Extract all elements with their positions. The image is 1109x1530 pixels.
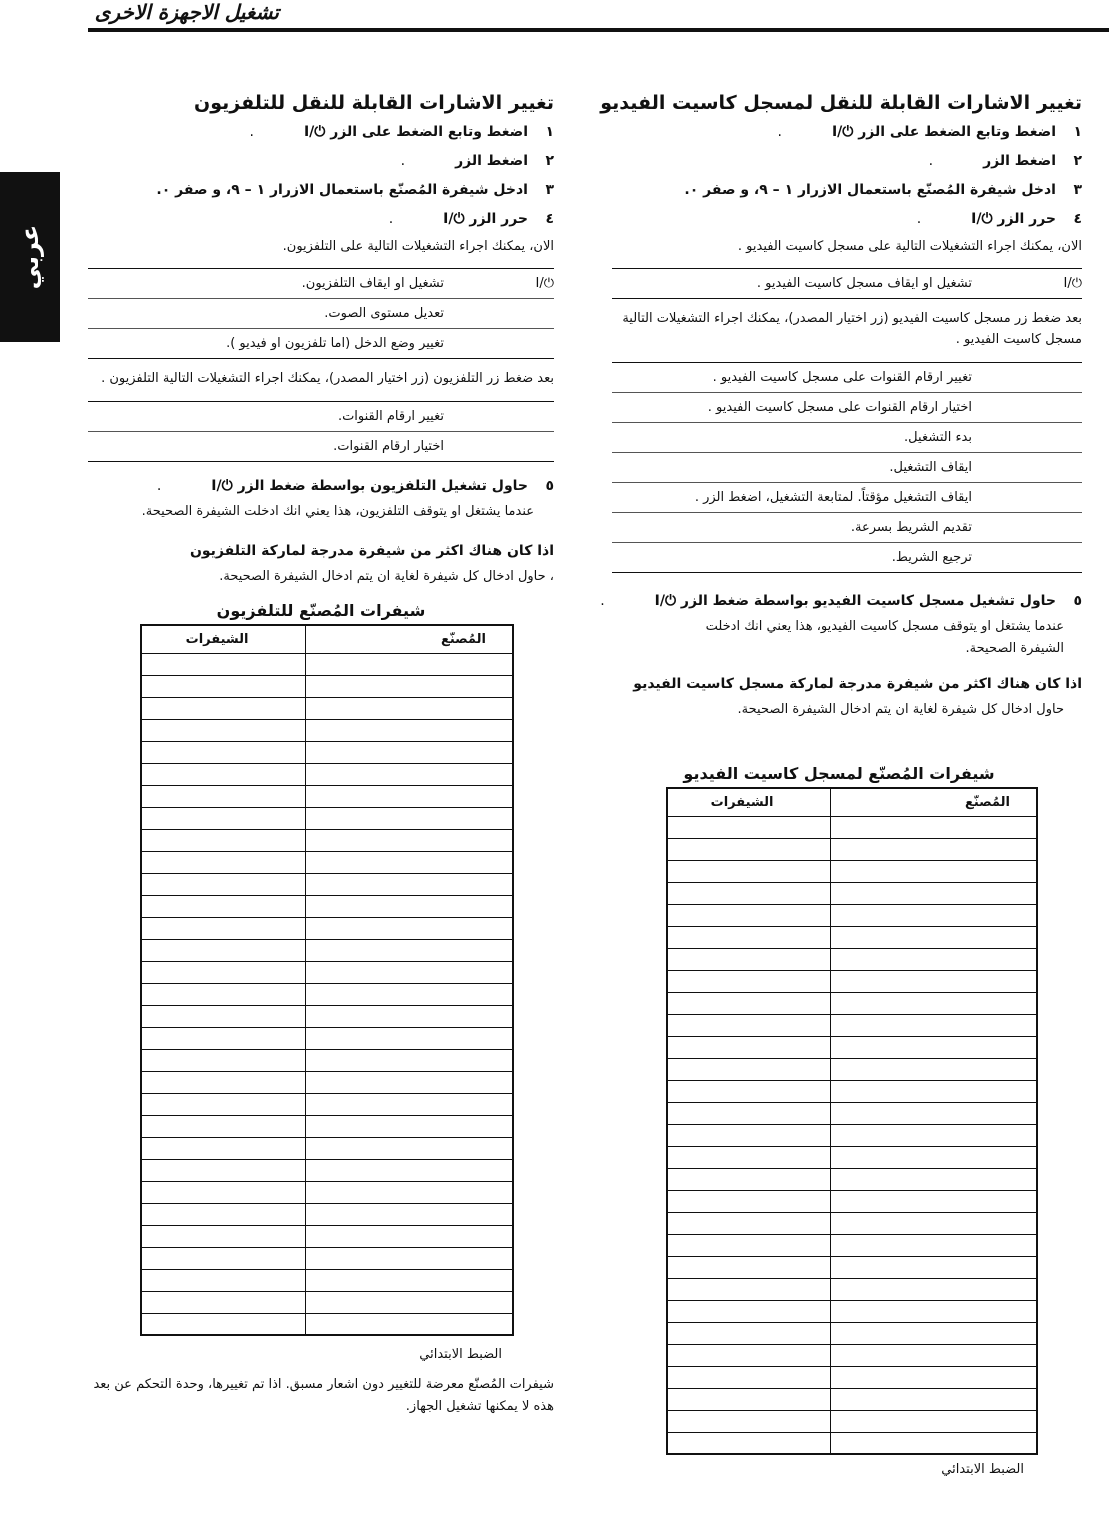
codes-cell — [667, 1366, 830, 1388]
vcr-multi-code-text: حاول ادخال كل شيفرة لغاية ان يتم ادخال الشيفرة الصحيحة. — [737, 702, 1064, 717]
table-row — [88, 329, 554, 359]
maker-cell — [305, 1159, 513, 1181]
maker-cell — [305, 939, 513, 961]
maker-cell — [830, 1212, 1037, 1234]
column-header-codes: الشيفرات — [667, 788, 830, 816]
maker-cell — [305, 1181, 513, 1203]
codes-cell — [667, 904, 830, 926]
maker-cell — [830, 1300, 1037, 1322]
codes-cell — [141, 895, 305, 917]
codes-cell — [667, 1300, 830, 1322]
step-number: ١ — [1073, 124, 1082, 140]
column-header-maker: المُصنّع — [305, 625, 513, 653]
maker-cell — [305, 873, 513, 895]
tv-step-4 — [88, 205, 554, 234]
tv-section-title: تغيير الاشارات القابلة للنقل للتلفزيون — [194, 92, 554, 114]
codes-cell — [667, 948, 830, 970]
codes-cell — [141, 675, 305, 697]
codes-cell — [667, 1410, 830, 1432]
table-row — [667, 1058, 1037, 1080]
step-number: ١ — [545, 124, 554, 140]
table-row — [88, 402, 554, 432]
table-row — [141, 1313, 513, 1335]
table-row — [141, 675, 513, 697]
table-row — [667, 816, 1037, 838]
codes-cell — [141, 1027, 305, 1049]
page-header-title: تشغيل الاجهزة الاخرى — [94, 0, 279, 24]
maker-cell — [830, 1168, 1037, 1190]
maker-cell — [830, 1058, 1037, 1080]
table-row — [141, 719, 513, 741]
step-tail: . — [400, 153, 406, 169]
codes-cell — [667, 1278, 830, 1300]
table-row — [667, 1432, 1037, 1454]
maker-cell — [830, 838, 1037, 860]
codes-cell — [667, 1190, 830, 1212]
op-key — [972, 423, 1082, 453]
codes-cell — [141, 1291, 305, 1313]
table-row — [141, 917, 513, 939]
maker-cell — [305, 1093, 513, 1115]
table-row — [667, 1080, 1037, 1102]
codes-cell — [141, 741, 305, 763]
op-value: ترجيع الشريط. — [612, 543, 972, 573]
tv-codes-change-note: شيفرات المُصنّع معرضة للتغيير دون اشعار مسبق. اذا تم تغييرها، وحدة التحكم عن بعد هذه لا يمكنها تشغيل الجهاز. — [93, 1377, 554, 1414]
op-value: تغيير ارقام القنوات على مسجل كاسيت الفيديو . — [612, 363, 972, 393]
step-text: اضغط الزر — [983, 153, 1056, 169]
maker-cell — [305, 741, 513, 763]
maker-cell — [305, 763, 513, 785]
table-row — [141, 961, 513, 983]
step-text: ادخل شيفرة المُصنّع باستعمال الازرار ١ – ٩، و صفر ٠. — [684, 182, 1056, 198]
table-row — [141, 1115, 513, 1137]
maker-cell — [830, 1014, 1037, 1036]
table-row — [667, 1410, 1037, 1432]
maker-cell — [830, 1344, 1037, 1366]
codes-cell — [141, 1115, 305, 1137]
maker-cell — [305, 807, 513, 829]
table-row — [667, 882, 1037, 904]
table-row — [141, 1071, 513, 1093]
table-row — [141, 895, 513, 917]
table-row — [612, 423, 1082, 453]
codes-cell — [141, 785, 305, 807]
op-value: تغيير ارقام القنوات. — [88, 402, 444, 432]
table-row — [612, 393, 1082, 423]
step-number: ٤ — [1073, 211, 1082, 227]
step-tail: . — [600, 593, 605, 609]
maker-cell — [305, 1269, 513, 1291]
tv-codes-table-title: شيفرات المُصنّع للتلفزيون — [216, 601, 426, 620]
tv-step-1 — [88, 118, 554, 147]
op-value: بعد ضغط زر مسجل كاسيت الفيديو (زر اختيار المصدر)، يمكنك اجراء التشغيلات التالية مسجل كاسيت الفيديو . — [612, 299, 1082, 363]
codes-cell — [141, 719, 305, 741]
vcr-step5-note: عندما يشتغل او يتوقف مسجل كاسيت الفيديو، هذا يعني انك ادخلت الشيفرة الصحيحة. — [705, 619, 1064, 656]
codes-cell — [667, 1080, 830, 1102]
codes-cell — [141, 1093, 305, 1115]
maker-cell — [305, 895, 513, 917]
table-row — [667, 1256, 1037, 1278]
maker-cell — [830, 1256, 1037, 1278]
op-key — [444, 402, 554, 432]
vcr-step-2 — [612, 147, 1082, 176]
step-text: حرر الزر ⏻/I — [443, 211, 528, 227]
table-row — [667, 838, 1037, 860]
maker-cell — [305, 1115, 513, 1137]
op-value: ايقاف التشغيل. — [612, 453, 972, 483]
table-row — [141, 763, 513, 785]
table-row — [141, 983, 513, 1005]
step-text: حاول تشغيل التلفزيون بواسطة ضغط الزر ⏻/I — [211, 478, 528, 494]
maker-cell — [305, 1225, 513, 1247]
maker-cell — [305, 1137, 513, 1159]
step-text: اضغط الزر — [455, 153, 528, 169]
table-row — [141, 1269, 513, 1291]
table-row — [141, 1137, 513, 1159]
codes-cell — [141, 1159, 305, 1181]
codes-cell — [141, 873, 305, 895]
codes-cell — [667, 1432, 830, 1454]
maker-cell — [830, 926, 1037, 948]
codes-cell — [141, 1225, 305, 1247]
op-value: تشغيل او ايقاف التلفزيون. — [88, 269, 444, 299]
vcr-step-5 — [600, 587, 1082, 616]
table-row — [667, 992, 1037, 1014]
tv-section — [88, 88, 554, 1418]
maker-cell — [830, 860, 1037, 882]
maker-cell — [830, 1146, 1037, 1168]
codes-cell — [141, 851, 305, 873]
maker-cell — [305, 851, 513, 873]
op-key — [972, 513, 1082, 543]
table-row — [667, 1300, 1037, 1322]
table-row — [667, 1366, 1037, 1388]
maker-cell — [830, 1080, 1037, 1102]
vcr-codes-table-title: شيفرات المُصنّع لمسجل كاسيت الفيديو — [683, 764, 995, 783]
codes-cell — [667, 1256, 830, 1278]
table-row — [141, 1291, 513, 1313]
step-number: ٣ — [545, 182, 554, 198]
op-key — [972, 543, 1082, 573]
vcr-section — [600, 88, 1082, 1481]
column-header-maker: المُصنّع — [830, 788, 1037, 816]
op-key — [972, 363, 1082, 393]
maker-cell — [305, 1291, 513, 1313]
codes-cell — [667, 992, 830, 1014]
codes-cell — [141, 961, 305, 983]
table-row — [141, 851, 513, 873]
codes-cell — [141, 939, 305, 961]
table-row — [88, 432, 554, 462]
maker-cell — [830, 816, 1037, 838]
op-value: تشغيل او ايقاف مسجل كاسيت الفيديو . — [612, 269, 972, 299]
vcr-multi-code-title: اذا كان هناك اكثر من شيفرة مدرجة لماركة مسجل كاسيت الفيديو — [633, 676, 1082, 692]
op-value: اختيار ارقام القنوات. — [88, 432, 444, 462]
codes-cell — [141, 917, 305, 939]
codes-cell — [667, 816, 830, 838]
op-value: ايقاف التشغيل مؤقتاً. لمتابعة التشغيل، اضغط الزر . — [612, 483, 972, 513]
table-row — [667, 1146, 1037, 1168]
table-row — [141, 741, 513, 763]
maker-cell — [305, 961, 513, 983]
table-row — [667, 1036, 1037, 1058]
op-key — [972, 393, 1082, 423]
table-row — [667, 1168, 1037, 1190]
step-tail: . — [777, 124, 782, 140]
tv-step-5 — [88, 472, 554, 501]
table-row — [612, 299, 1082, 363]
maker-cell — [830, 1190, 1037, 1212]
step-tail: . — [928, 153, 934, 169]
table-row — [141, 1159, 513, 1181]
codes-cell — [141, 829, 305, 851]
maker-cell — [305, 917, 513, 939]
tv-initial-setting-note: الضبط الابتدائي — [419, 1347, 502, 1362]
table-row — [667, 1212, 1037, 1234]
codes-cell — [141, 653, 305, 675]
op-value: بعد ضغط زر التلفزيون (زر اختيار المصدر)، يمكنك اجراء التشغيلات التالية التلفزيون . — [88, 359, 554, 402]
op-key — [972, 483, 1082, 513]
codes-cell — [667, 1102, 830, 1124]
codes-cell — [667, 1146, 830, 1168]
tv-multi-code-title: اذا كان هناك اكثر من شيفرة مدرجة لماركة التلفزيون — [189, 543, 554, 559]
codes-cell — [667, 882, 830, 904]
table-row — [141, 1005, 513, 1027]
maker-cell — [305, 1005, 513, 1027]
codes-cell — [141, 697, 305, 719]
step-number: ٥ — [545, 478, 554, 494]
table-row — [141, 1093, 513, 1115]
table-row — [141, 873, 513, 895]
codes-cell — [667, 838, 830, 860]
vcr-step-4 — [612, 205, 1082, 234]
codes-cell — [667, 1014, 830, 1036]
op-key: ⏻/I — [444, 269, 554, 299]
codes-cell — [141, 1049, 305, 1071]
maker-cell — [305, 1313, 513, 1335]
table-row — [88, 299, 554, 329]
step-tail: . — [156, 478, 162, 494]
table-row — [667, 926, 1037, 948]
vcr-step-3 — [612, 176, 1082, 205]
tv-step-2 — [88, 147, 554, 176]
table-row — [141, 653, 513, 675]
maker-cell — [305, 1027, 513, 1049]
table-row — [667, 1388, 1037, 1410]
maker-cell — [830, 1410, 1037, 1432]
codes-cell — [667, 926, 830, 948]
vcr-initial-setting-note: الضبط الابتدائي — [941, 1462, 1024, 1477]
codes-cell — [141, 1313, 305, 1335]
maker-cell — [830, 1234, 1037, 1256]
codes-cell — [667, 1234, 830, 1256]
table-row — [141, 939, 513, 961]
maker-cell — [830, 970, 1037, 992]
vcr-operations-table — [612, 268, 1082, 573]
table-row — [141, 1181, 513, 1203]
table-row — [612, 453, 1082, 483]
maker-cell — [830, 1036, 1037, 1058]
maker-cell — [305, 1247, 513, 1269]
vcr-intro: الان، يمكنك اجراء التشغيلات التالية على مسجل كاسيت الفيديو . — [737, 239, 1082, 254]
codes-cell — [141, 1181, 305, 1203]
table-header-row — [141, 625, 513, 653]
maker-cell — [305, 983, 513, 1005]
codes-cell — [141, 1203, 305, 1225]
tv-operations-table — [88, 268, 554, 462]
table-row — [667, 904, 1037, 926]
table-row — [667, 1190, 1037, 1212]
column-header-codes: الشيفرات — [141, 625, 305, 653]
codes-cell — [667, 1212, 830, 1234]
codes-cell — [141, 1137, 305, 1159]
codes-cell — [667, 1036, 830, 1058]
step-number: ٣ — [1073, 182, 1082, 198]
table-row — [141, 829, 513, 851]
codes-cell — [141, 1005, 305, 1027]
table-row — [612, 363, 1082, 393]
tv-step5-note: عندما يشتغل او يتوقف التلفزيون، هذا يعني انك ادخلت الشيفرة الصحيحة. — [141, 504, 534, 519]
maker-cell — [305, 675, 513, 697]
maker-cell — [830, 1388, 1037, 1410]
op-key — [444, 329, 554, 359]
language-side-tab — [0, 172, 60, 342]
step-number: ٢ — [545, 153, 554, 169]
codes-cell — [667, 1344, 830, 1366]
maker-cell — [305, 1071, 513, 1093]
op-value: تعديل مستوى الصوت. — [88, 299, 444, 329]
maker-cell — [305, 1203, 513, 1225]
table-row — [141, 1203, 513, 1225]
maker-cell — [830, 882, 1037, 904]
table-row — [667, 948, 1037, 970]
table-header-row — [667, 788, 1037, 816]
op-value: تقديم الشريط بسرعة. — [612, 513, 972, 543]
op-key: ⏻/I — [972, 269, 1082, 299]
step-text: ادخل شيفرة المُصنّع باستعمال الازرار ١ – ٩، و صفر ٠. — [156, 182, 528, 198]
op-key — [972, 453, 1082, 483]
maker-cell — [305, 653, 513, 675]
maker-cell — [305, 785, 513, 807]
tv-step-3 — [88, 176, 554, 205]
table-row — [141, 1247, 513, 1269]
vcr-step-1 — [612, 118, 1082, 147]
maker-cell — [830, 1432, 1037, 1454]
codes-cell — [667, 860, 830, 882]
tv-multi-code-text: ، حاول ادخال كل شيفرة لغاية ان يتم ادخال الشيفرة الصحيحة. — [219, 569, 554, 584]
maker-cell — [830, 1366, 1037, 1388]
table-row — [667, 1102, 1037, 1124]
codes-cell — [667, 1322, 830, 1344]
codes-cell — [667, 970, 830, 992]
table-row — [612, 269, 1082, 299]
language-tab-label: عربي — [16, 224, 44, 290]
table-row — [667, 1344, 1037, 1366]
table-row — [88, 359, 554, 402]
step-number: ٤ — [545, 211, 554, 227]
table-row — [667, 860, 1037, 882]
table-row — [667, 1014, 1037, 1036]
codes-cell — [141, 1247, 305, 1269]
tv-intro: الان، يمكنك اجراء التشغيلات التالية على التلفزيون. — [282, 239, 554, 254]
header-rule — [88, 28, 1109, 32]
maker-cell — [830, 904, 1037, 926]
maker-cell — [305, 1049, 513, 1071]
step-tail: . — [249, 124, 254, 140]
maker-cell — [830, 1278, 1037, 1300]
codes-cell — [667, 1124, 830, 1146]
op-key — [444, 299, 554, 329]
table-row — [141, 785, 513, 807]
table-row — [667, 1234, 1037, 1256]
codes-cell — [667, 1058, 830, 1080]
codes-cell — [141, 1071, 305, 1093]
maker-cell — [830, 1102, 1037, 1124]
codes-cell — [141, 1269, 305, 1291]
table-row — [141, 1049, 513, 1071]
table-row — [88, 269, 554, 299]
table-row — [141, 1027, 513, 1049]
maker-cell — [830, 948, 1037, 970]
table-row — [667, 970, 1037, 992]
step-text: اضغط وتابع الضغط على الزر ⏻/I — [303, 124, 528, 140]
table-row — [141, 697, 513, 719]
table-row — [612, 513, 1082, 543]
codes-cell — [141, 983, 305, 1005]
vcr-codes-table — [666, 787, 1038, 1455]
table-row — [141, 807, 513, 829]
step-tail: . — [388, 211, 394, 227]
maker-cell — [830, 1322, 1037, 1344]
table-row — [667, 1278, 1037, 1300]
codes-cell — [667, 1168, 830, 1190]
maker-cell — [305, 697, 513, 719]
table-row — [612, 483, 1082, 513]
codes-cell — [141, 807, 305, 829]
table-row — [667, 1124, 1037, 1146]
table-row — [141, 1225, 513, 1247]
tv-codes-table — [140, 624, 514, 1336]
step-tail: . — [916, 211, 922, 227]
table-row — [667, 1322, 1037, 1344]
op-value: تغيير وضع الدخل (اما تلفزيون او فيديو ). — [88, 329, 444, 359]
vcr-section-title: تغيير الاشارات القابلة للنقل لمسجل كاسيت الفيديو — [600, 92, 1082, 114]
table-row — [612, 543, 1082, 573]
codes-cell — [141, 763, 305, 785]
codes-cell — [667, 1388, 830, 1410]
maker-cell — [830, 1124, 1037, 1146]
maker-cell — [305, 829, 513, 851]
step-number: ٥ — [1073, 593, 1082, 609]
step-text: حرر الزر ⏻/I — [971, 211, 1056, 227]
op-key — [444, 432, 554, 462]
step-text: اضغط وتابع الضغط على الزر ⏻/I — [831, 124, 1056, 140]
op-value: بدء التشغيل. — [612, 423, 972, 453]
maker-cell — [830, 992, 1037, 1014]
op-value: اختيار ارقام القنوات على مسجل كاسيت الفيديو . — [612, 393, 972, 423]
maker-cell — [305, 719, 513, 741]
step-text: حاول تشغيل مسجل كاسيت الفيديو بواسطة ضغط الزر ⏻/I — [654, 593, 1056, 609]
step-number: ٢ — [1073, 153, 1082, 169]
